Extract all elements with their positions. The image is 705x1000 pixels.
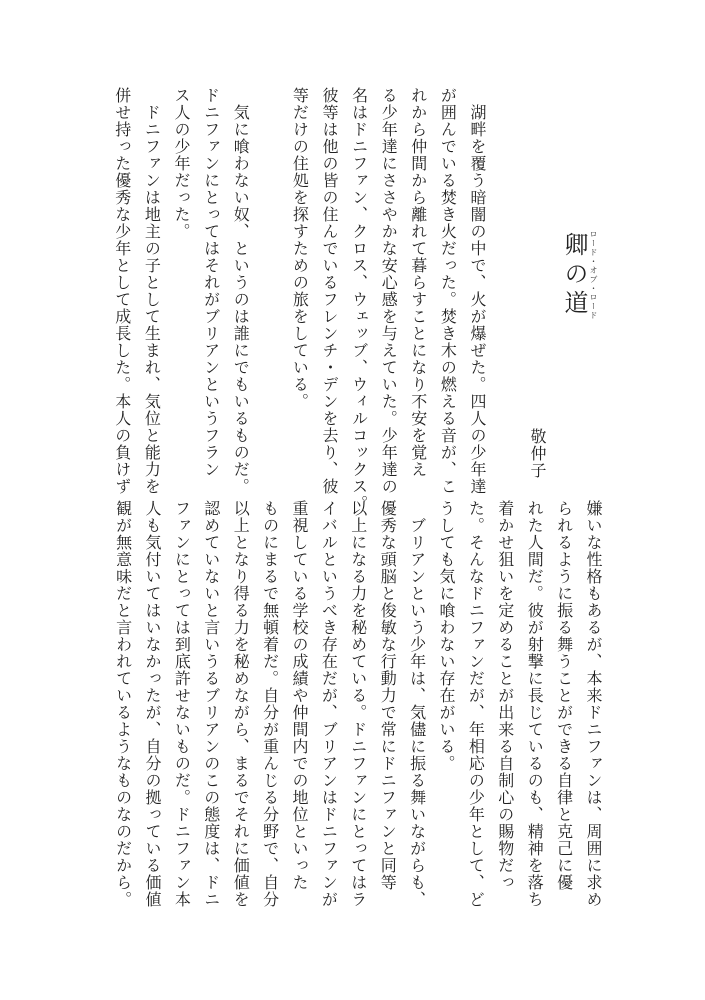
- text-column: が囲んでいる焚き火だった。焚き木の燃える音が、こ: [438, 87, 458, 495]
- text-column: 認めていないと言いうるブリアンのこの態度は、ドニ: [201, 500, 221, 908]
- text-column: ファンにとっては到底許せないものだ。ドニファン本: [172, 500, 192, 908]
- text-column: た。そんなドニファンだが、年相応の少年として、ど: [466, 500, 486, 908]
- text-column: ス人の少年だった。: [172, 87, 191, 240]
- text-column: 重視している学校の成績や仲間内での地位といった: [290, 500, 309, 891]
- author-name: 敬仲子: [528, 428, 547, 479]
- text-column: 湖畔を覆う暗闇の中で、火が爆ぜた。四人の少年達: [468, 87, 487, 495]
- text-column: 気に喰わない奴、というのは誰にでもいるものだ。: [231, 87, 251, 495]
- text-column: ドニファンは地主の子として生まれ、気位と能力を: [142, 87, 162, 495]
- text-column: うしても気に喰わない存在がいる。: [437, 500, 456, 772]
- text-column: 優秀な頭脳と俊敏な行動力で常にドニファンと同等: [378, 500, 398, 891]
- text-column: 等だけの住処を探すための旅をしている。: [290, 87, 310, 410]
- text-column: 着かせ狙いを定めることが出来る自制心の賜物だっ: [495, 500, 515, 891]
- text-column: 嫌いな性格もあるが、本来ドニファンは、周囲に求め: [584, 500, 603, 908]
- text-column: ものにまるで無頓着だ。自分が重んじる分野で、自分: [260, 500, 280, 908]
- text-column: 以上になる力を秘めている。ドニファンにとってはラ: [348, 500, 368, 908]
- page-title: 卿の道: [560, 232, 588, 319]
- text-column: ドニファンにとってはそれがブリアンというフラン: [201, 87, 221, 478]
- text-column: 彼等は他の皆の住んでいるフレンチ・デンを去り、彼: [320, 87, 339, 495]
- text-column: る少年達にささやかな安心感を与えていた。少年達の: [379, 87, 399, 495]
- text-column: れから仲間から離れて暮らすことになり不安を覚え: [408, 87, 428, 478]
- text-column: 人も気付いてはいなかったが、自分の拠っている価値: [143, 500, 162, 908]
- title-ruby: ロード・オブ・ロード: [589, 230, 598, 320]
- text-column: イバルというべき存在だが、ブリアンはドニファンが: [319, 500, 339, 908]
- text-column: られるように振る舞うことができる自律と克己に優: [554, 500, 574, 891]
- text-column: 以上となり得る力を秘めながら、まるでそれに価値を: [231, 500, 251, 908]
- text-column: ブリアンという少年は、気儘に振る舞いながらも、: [407, 500, 427, 908]
- text-column: 併せ持った優秀な少年として成長した。本人の負けず: [112, 87, 132, 495]
- text-column: 名はドニファン、クロス、ウェッブ、ウィルコックス。: [349, 87, 369, 512]
- text-column: 観が無意味だと言われているようなものなのだから。: [113, 500, 133, 908]
- text-column: れた人間だ。彼が射撃に長じているのも、精神を落ち: [525, 500, 545, 908]
